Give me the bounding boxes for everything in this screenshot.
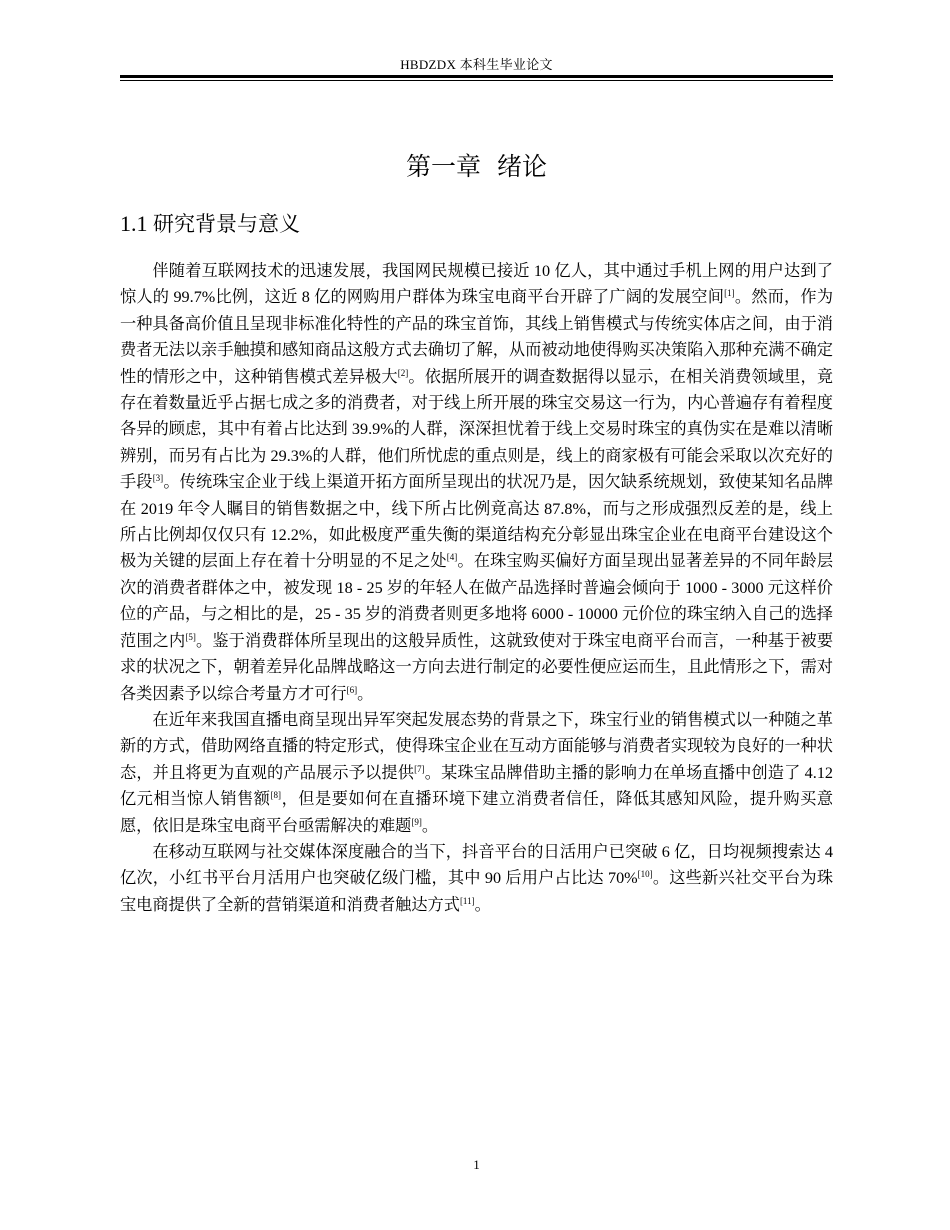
citation-ref: [1] xyxy=(724,288,735,299)
text-run: ，但是要如何在直播环境下建立消费者信任，降低其感知风险，提升购买意愿，依旧是珠宝电商平台亟需解决的难题 xyxy=(120,790,834,835)
citation-ref: [7] xyxy=(414,763,425,774)
section-heading xyxy=(120,207,300,241)
citation-ref: [8] xyxy=(270,790,282,801)
page-number: 1 xyxy=(473,1157,480,1172)
text-run: 。 xyxy=(474,895,491,914)
text-run: 。 xyxy=(421,816,439,835)
text-run: 在近年来我国直播电商呈现出异军突起发展态势的背景之下，珠宝行业的销售模式以一种随之革新的方式，借助网络直播的特定形式，使得珠宝企业在互动方面能够与消费者实现较为良好的一种状态，并且将更为直观的产品展示予以提供 xyxy=(120,710,833,782)
header-rule-thick xyxy=(120,75,833,78)
section-number: 1.1 xyxy=(120,211,148,236)
header-rule-thin xyxy=(120,80,833,81)
citation-ref: [4] xyxy=(446,552,458,563)
text-run: 伴随着互联网技术的迅速发展，我国网民规模已接近 10 亿人，其中通过手机上网的用户达到了惊人的 99.7%比例，这近 8 亿的网购用户群体为珠宝电商平台开辟了广阔的发展空间 xyxy=(120,262,833,307)
citation-ref: [5] xyxy=(185,631,196,642)
citation-ref: [2] xyxy=(397,367,409,378)
citation-ref: [3] xyxy=(152,473,164,484)
citation-ref: [11] xyxy=(459,895,475,906)
chapter-title: 第一章 绪论 xyxy=(406,152,547,181)
citation-ref: [6] xyxy=(346,684,358,695)
text-run: 。在珠宝购买偏好方面呈现出显著差异的不同年龄层次的消费者群体之中，被发现 18 - 25 岁的年轻人在做产品选择时普遍会倾向于 1000 - 3000 元这样价位的产品，与之相比的是，25 - 35 岁的消费者则更多地将 6000 - 10000 元价位的珠宝纳入自己的选择范围之内 xyxy=(120,552,834,650)
text-run: 。这些新兴社交平台为珠宝电商提供了全新的营销渠道和消费者触达方式 xyxy=(120,869,834,914)
body-text xyxy=(120,258,833,918)
citation-ref: [9] xyxy=(411,816,422,827)
text-run: 。传统珠宝企业于线上渠道开拓方面所呈现出的状况乃是，因欠缺系统规划，致使某知名品牌在 2019 年令人瞩目的销售数据之中，线下所占比例竟高达 87.8%，而与之形成强烈反差的是，线上所占比例却仅仅只有 12.2%，如此极度严重失衡的渠道结构充分彰显出珠宝企业在电商平台建设这个极为关键的层面上存在着十分明显的不足之处 xyxy=(120,473,834,571)
text-run: 。鉴于消费群体所呈现出的这般异质性，这就致使对于珠宝电商平台而言，一种基于被要求的状况之下，朝着差异化品牌战略这一方向去进行制定的必要性便应运而生，且此情形之下，需对各类因素予以综合考量方才可行 xyxy=(120,631,834,703)
paragraph xyxy=(120,258,833,707)
citation-ref: [10] xyxy=(637,869,653,880)
text-run: 。然而，作为一种具备高价值且呈现非标准化特性的产品的珠宝首饰，其线上销售模式与传统实体店之间，由于消费者无法以亲手触摸和感知商品这般方式去确切了解，从而被动地使得购买决策陷入那种充满不确定性的情形之中，这种销售模式差异极大 xyxy=(120,288,834,386)
text-run: 。依据所展开的调查数据得以显示，在相关消费领域里，竟存在着数量近乎占据七成之多的消费者，对于线上所开展的珠宝交易这一行为，内心普遍存有着程度各异的顾虑，其中有着占比达到 39.9%的人群，深深担忧着于线上交易时珠宝的真伪实在是难以清晰辨别，而另有占比为 29.3%的人群，他们所忧虑的重点则是，线上的商家极有可能会采取以次充好的手段 xyxy=(120,367,833,492)
running-header: HBDZDX 本科生毕业论文 xyxy=(400,57,553,72)
paragraph xyxy=(120,707,833,839)
paragraph xyxy=(120,839,833,918)
text-run: 在移动互联网与社交媒体深度融合的当下，抖音平台的日活用户已突破 6 亿，日均视频搜索达 4 亿次，小红书平台月活用户也突破亿级门槛，其中 90 后用户占比达 70% xyxy=(120,842,833,888)
text-run: 。某珠宝品牌借助主播的影响力在单场直播中创造了 4.12 亿元相当惊人销售额 xyxy=(120,763,834,809)
section-title-text: 研究背景与意义 xyxy=(153,212,300,236)
text-run: 。 xyxy=(357,684,374,703)
